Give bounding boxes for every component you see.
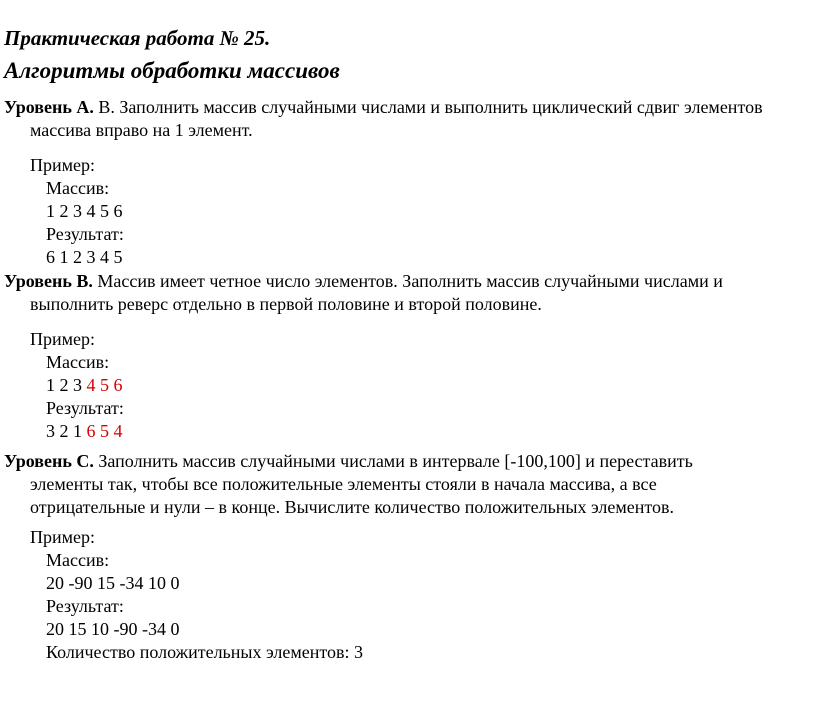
array-label: Массив: [46,178,110,198]
array-label: Массив: [46,352,110,372]
level-c-text-2: элементы так, чтобы все положительные элементы стояли в начала массива, а все [30,474,657,494]
array-values: 20 -90 15 -34 10 0 [46,573,180,593]
example-label: Пример: [30,329,96,349]
result-values-second-half: 6 5 4 [86,421,123,441]
task-level-c-line1 [4,450,812,473]
array-values-second-half: 4 5 6 [86,375,123,395]
example-level-c [30,526,363,664]
result-values: 6 1 2 3 4 5 [46,247,123,267]
task-level-a [4,96,812,142]
array-values-first-half: 1 2 3 [46,375,87,395]
page-title: Практическая работа № 25. [4,26,271,50]
example-label: Пример: [30,527,96,547]
task-level-b-line1 [4,270,812,293]
level-a-label: Уровень А. [4,97,94,117]
result-label: Результат: [46,224,124,244]
task-level-c [4,450,812,519]
example-label: Пример: [30,155,96,175]
result-label: Результат: [46,398,124,418]
result-values: 20 15 10 -90 -34 0 [46,619,180,639]
level-b-text-2: выполнить реверс отдельно в первой половине и второй половине. [30,294,542,314]
example-level-a [30,154,124,269]
array-values [30,374,124,397]
array-values: 1 2 3 4 5 6 [46,201,123,221]
result-label: Результат: [46,596,124,616]
level-c-text-3: отрицательные и нули – в конце. Вычислите количество положительных элементов. [30,497,675,517]
level-c-label: Уровень С. [4,451,94,471]
page-subtitle: Алгоритмы обработки массивов [4,58,340,83]
result-values-first-half: 3 2 1 [46,421,87,441]
result-values [30,420,124,443]
positive-count: Количество положительных элементов: 3 [46,642,363,662]
level-a-text-2: массива вправо на 1 элемент. [30,120,253,140]
level-b-text-1: Массив имеет четное число элементов. Заполнить массив случайными числами и [92,271,723,291]
task-level-b [4,270,812,316]
level-c-text-1: Заполнить массив случайными числами в интервале [-100,100] и переставить [93,451,693,471]
example-level-b [30,328,124,443]
array-label: Массив: [46,550,110,570]
level-a-text-1: В. Заполнить массив случайными числами и выполнить циклический сдвиг элементов [93,97,763,117]
task-level-a-line1 [4,96,812,119]
level-b-label: Уровень В. [4,271,93,291]
